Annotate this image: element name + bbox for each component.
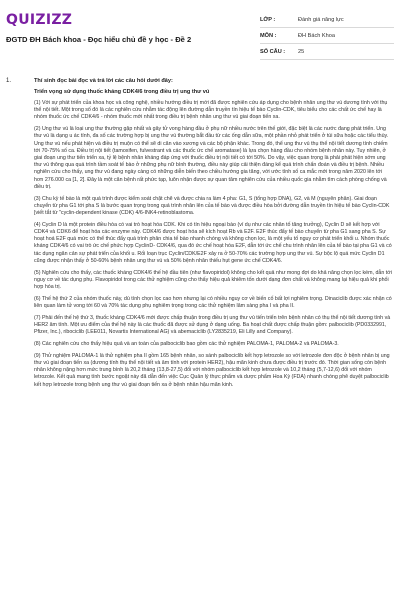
meta-value: ĐH Bách Khoa [298,32,336,39]
passage-paragraph: (4) Cyclin D là một protein điều hòa có vai trò hoạt hóa CDK. Khi có tín hiệu ngoại bào (ví dụ như các nhân tố tăng trưởng), Cyclin D sẽ kết hợp với CDK4 và CDK6 để hoạt hóa các enzyme này. CDK4/6 được hoạt hóa sẽ kích hoạt Rb và E2F. E2F thúc đẩy tế bào chuyển từ pha G1 sang pha S. Sự hoạt hoá E2F quá mức có thể thúc đẩy quá trình phân chia tế bào nhanh chóng và không chọn lọc, là một yếu tố nguy cơ phát triển khối u. Nhóm thuốc kháng CDK4/6 có vai trò ức chế phức hợp CyclinD- CDK4/6, qua đó ức chế hoạt hóa E2F, dẫn tới ức chế chu trình nhân lên của tế bào tại pha G1 và có tác dụng ngăn cản sự phát triển của khối u. Rối loạn trục Cyclin/CDK/E2F xảy ra ở 50-70% các trường hợp ung thư vú. Sự bộc lộ quá mức Cyclin D1 cũng được nhận thấy ở 50-60% bệnh nhân ung thư vú và 50% bệnh nhân thiếu hụt gene ức chế CDK4/6. [34,221,392,264]
meta-label: LỚP : [260,16,276,23]
meta-value: 25 [298,48,305,55]
meta-row-subject [260,28,394,44]
passage-paragraph: (2) Ung thư vú là loại ung thư thường gặp nhất và gây tử vong hàng đầu ở phụ nữ nhiều nước trên thế giới, đặc biệt là các nước đang phát triển. Ung thư vú là dạng u ác tính, đa số các trường hợp bị ung thư vú thường bắt đầu từ các ống dẫn sữa, một phần nhỏ phát triển ở túi sữa hoặc các tiểu thùy. Ung thư vú nếu phát hiện và điều trị muộn có thể sẽ di căn vào xương và các bộ phận khác. Trong đó, thể ung thư vú thụ thể nội tiết dương tính chiếm tới 70-75% số ca. Điều trị nội tiết (tamoxifen, fulvestrant và các thuốc ức chế aromatase) là lựa chọn hàng đầu cho nhóm bệnh nhân này. Tuy nhiên, ở giai đoạn ung thư tiến triển xa, tỷ lệ bệnh nhân kháng đáp ứng với thuốc điều trị nội tiết có tới 50%. Do vậy, việc quan trọng là phải phát hiện sớm ung thư vú thông qua quá trình tầm soát tế bào ở những phụ nữ bình thường, điều này giúp cải thiện đáng kể quá trình chẩn đoán và điều trị bệnh. Nhiều nghiên cứu cho thấy, ung thư vú đang ngày càng có những diễn biến theo chiều hướng gia tăng, với ước tính số ca mắc mới trong năm 2020 lên tới hơn 276.000 ca [1, 2]. Đây là một căn bệnh rất phức tạp, luôn nhận được sự quan tâm nghiên cứu của nhiều quốc gia nhằm tìm cách phòng chống và điều trị. [34,126,389,190]
meta-row-class [260,12,394,28]
question-prompt: Thí sinh đọc bài đọc và trả lời các câu hỏi dưới đây: [34,78,173,84]
meta-label: SỐ CÂU : [260,48,286,55]
meta-label: MÔN : [260,32,277,39]
passage-paragraph: (7) Phải đến thế hệ thứ 3, thuốc kháng CDK4/6 mới được chấp thuận trong điều trị ung thư vú tiến triển trên bệnh nhân có thụ thể nội tiết dương tính và HER2 âm tính. Một ưu điểm của thế hệ này là các thuốc đã được sử dụng ở dạng uống. Ba hoạt chất được chấp thuận gồm: palbociclib (PD0332991, Pfizer, Inc.), ribociclib (LEE011, Novartis International AG) và abemaciclib (LY2835219, Eli Lilly and Company). [34,314,391,336]
passage-paragraph: (1) Với sự phát triển của khoa học và công nghệ, nhiều hướng điều trị mới đã được nghiên cứu áp dụng cho bệnh nhân ung thư vú dương tính với thụ thể nội tiết. Một trong số đó là các nghiên cứu nhằm tác động lên đường dẫn truyền tín hiệu tế bào Cyclin-CDK, tiêu biểu cho các chất ức chế hay là nhóm thuốc ức chế CDK4/6 - nhóm thuốc mới nhất trong điều trị bệnh nhân ung thư vú giai đoạn tiến xa. [34,100,388,121]
quizizz-logo: QUIZIZZ [6,12,73,28]
passage-title: Triển vọng sử dụng thuốc kháng CDK4/6 trong điều trị ung thư vú [34,89,210,95]
passage-paragraph: (6) Thế hệ thứ 2 của nhóm thuốc này, dù tính chọn lọc cao hơn nhưng lại có nhiều nguy cơ về biến cố bất lợi nghiêm trọng. Dinaciclib được xác nhận có liên quan làm tử vong tới 60 và 70% tác dụng phụ nghiêm trọng trong các thử nghiệm lâm sàng pha I và pha II. [34,295,392,310]
passage-paragraph: (8) Các nghiên cứu cho thấy hiệu quả và an toàn của palbociclib bao gồm các thử nghiệm PALOMA-1, PALOMA-2 và PALOMA-3. [34,341,339,348]
passage-paragraph: (5) Nghiên cứu cho thấy, các thuốc kháng CDK4/6 thế hệ đầu tiên (như flavopiridol) không cho kết quả như mong đợi do khả năng chọn lọc kém, dẫn tới nguy cơ về tác dụng phụ. Flavopiridol trong các thử nghiệm cũng cho thấy hiệu quả khiêm tốn dưới dạng đơn chất và không mang lại hiệu quả khi phối hợp hóa trị. [34,269,392,291]
passage-paragraph: (3) Chu kỳ tế bào là một quá trình được kiểm soát chặt chẽ và được chia ra làm 4 pha: G1, S (tổng hợp DNA), G2, và M (nguyên phân). Giai đoạn chuyển từ pha G1 tới pha S là bước quan trọng trong quá trình nhân lên của tế bào và được điều hòa bởi đường dẫn truyền tín hiệu tế bào Cyclin-CDK [viết tắt từ "cyclin-dependent kinase (CDK) 4/6-INK4-retinoblastoma. [34,195,390,217]
passage-paragraph: (9) Thử nghiệm PALOMA-1 là thử nghiệm pha II gồm 165 bệnh nhân, so sánh palbociclib kết hợp letrozole so với letrozole đơn độc ở bệnh nhân bị ung thư vú giai đoạn tiến xa (dương tính thụ thể nội tiết và âm tính với protein HER2), hậu mãn kinh chưa được điều trị trước đó. Thời gian sống còn bệnh nhân không nặng hơn mức trung bình là 20,2 tháng (13,8-27,5) đối với nhóm palbociclib kết hợp letrozole và 10,2 tháng (5,7-12,6) đối với nhóm letrozole. Kết quả mang tính bước ngoặt này đã dẫn đến việc Cục Quản lý thực phẩm và dược phẩm Hoa Kỳ (FDA) nhanh chóng phê duyệt palbociclib kết hợp letrozole trong bệnh ung thư vú giai đoạn tiến xa ở bệnh nhân hậu mãn kinh. [34,352,390,388]
page-header [0,0,400,62]
meta-row-question-count [260,44,394,60]
meta-value: Đánh giá năng lực [298,16,344,23]
question-body [34,78,392,393]
document-title: ĐGTD ĐH Bách khoa - Đọc hiểu chủ đề y học - Đề 2 [6,35,192,44]
meta-table [260,12,394,60]
question-number: 1. [6,78,12,84]
